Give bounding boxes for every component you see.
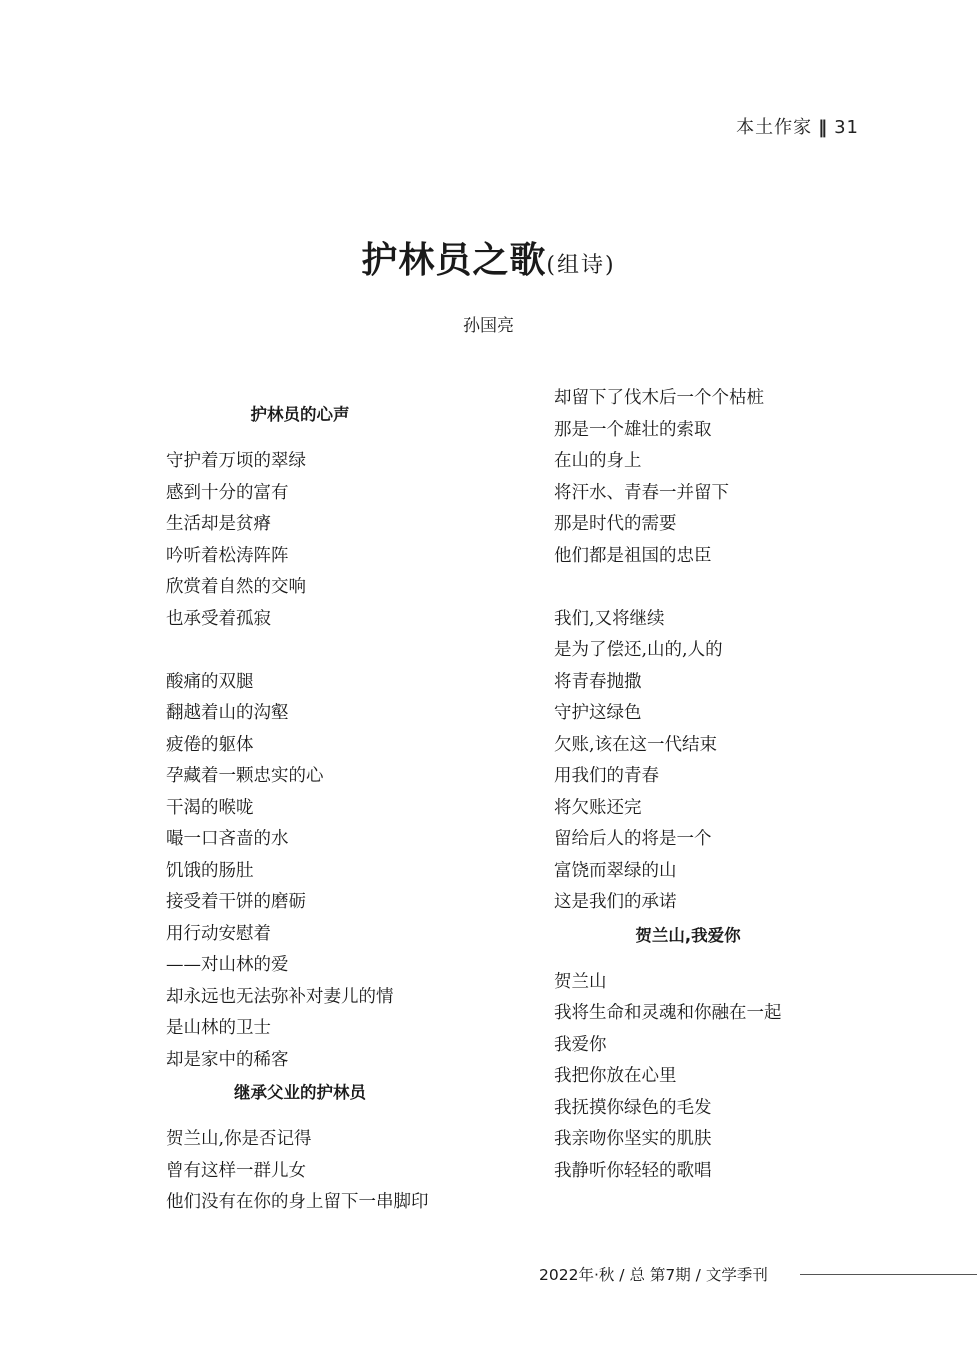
poem-line: 干渴的喉咙 (166, 797, 254, 818)
poem-line: 嘬一口吝啬的水 (166, 829, 289, 849)
poem-line: 酸痛的双腿 (166, 671, 254, 692)
poem-line: 那是时代的需要 (554, 514, 677, 534)
header-section: 本土作家 (736, 117, 813, 138)
poem-line: 用行动安慰着 (166, 923, 271, 944)
running-header (736, 113, 859, 139)
poem-line: 感到十分的富有 (166, 482, 289, 503)
poem-line: 欣赏着自然的交响 (166, 577, 306, 597)
poem-line: 留给后人的将是一个 (554, 829, 712, 849)
footer-rule (800, 1274, 977, 1275)
poem-line: 是山林的卫士 (166, 1018, 271, 1038)
poem-line: 我亲吻你坚实的肌肤 (554, 1129, 712, 1149)
poem-line: 将汗水、青春一并留下 (554, 482, 729, 503)
header-separator: ‖ (818, 117, 829, 138)
right-column (554, 383, 884, 1187)
footer-issue: 2022年·秋 / 总 第7期 / 文学季刊 (539, 1266, 768, 1284)
poem-line: 接受着干饼的磨砺 (166, 892, 306, 912)
poem-line: 这是我们的承诺 (554, 892, 677, 912)
left-column (166, 398, 496, 1219)
page-number: 31 (834, 117, 859, 138)
poem-line: 孕藏着一颗忠实的心 (166, 766, 324, 786)
poem-line: 在山的身上 (554, 451, 642, 471)
poem-line: 生活却是贫瘠 (166, 514, 271, 534)
poem-line: 翻越着山的沟壑 (166, 703, 289, 723)
poem-line: 我把你放在心里 (554, 1066, 677, 1086)
section-heading: 贺兰山,我爱你 (635, 925, 741, 945)
poem-line: 贺兰山,你是否记得 (166, 1129, 312, 1149)
poem-line: 守护着万顷的翠绿 (166, 451, 306, 471)
author-name: 孙国亮 (463, 316, 514, 336)
poem-line: 却是家中的稀客 (166, 1049, 289, 1070)
poem-line: 饥饿的肠肚 (166, 860, 254, 881)
poem-line: 那是一个雄壮的索取 (554, 419, 712, 440)
poem-line: 守护这绿色 (554, 703, 642, 723)
poem-line: 却留下了伐木后一个个枯桩 (554, 388, 764, 408)
stanza-break (554, 572, 884, 604)
poem-line: 欠账,该在这一代结束 (554, 734, 718, 755)
poem-line: 也承受着孤寂 (166, 608, 271, 629)
poem-line: 我将生命和灵魂和你融在一起 (554, 1003, 782, 1023)
poem-line: 是为了偿还,山的,人的 (554, 640, 723, 660)
stanza-break (166, 635, 496, 667)
poem-line: 曾有这样一群儿女 (166, 1160, 306, 1181)
poem-line: 将青春抛撒 (554, 671, 642, 692)
poem-line: 贺兰山 (554, 971, 607, 992)
poem-line: 用我们的青春 (554, 766, 659, 786)
poem-title (0, 232, 977, 283)
poem-line: 将欠账还完 (554, 797, 642, 818)
poem-line: 我静听你轻轻的歌唱 (554, 1160, 712, 1181)
poem-line: ——对山林的爱 (166, 955, 289, 975)
poem-line: 疲倦的躯体 (166, 734, 254, 755)
poem-line: 富饶而翠绿的山 (554, 860, 677, 881)
poem-line: 我爱你 (554, 1034, 607, 1055)
poem-line: 却永远也无法弥补对妻儿的情 (166, 986, 394, 1007)
poem-line: 吟听着松涛阵阵 (166, 545, 289, 566)
section-heading: 继承父业的护林员 (234, 1083, 366, 1102)
title-main: 护林员之歌 (361, 239, 547, 281)
poem-line: 我抚摸你绿色的毛发 (554, 1097, 712, 1118)
title-subtitle: (组诗) (546, 253, 616, 278)
poem-line: 他们都是祖国的忠臣 (554, 545, 712, 566)
section-heading: 护林员的心声 (250, 405, 350, 424)
poem-line: 我们,又将继续 (554, 608, 665, 629)
poem-line: 他们没有在你的身上留下一串脚印 (166, 1192, 429, 1212)
